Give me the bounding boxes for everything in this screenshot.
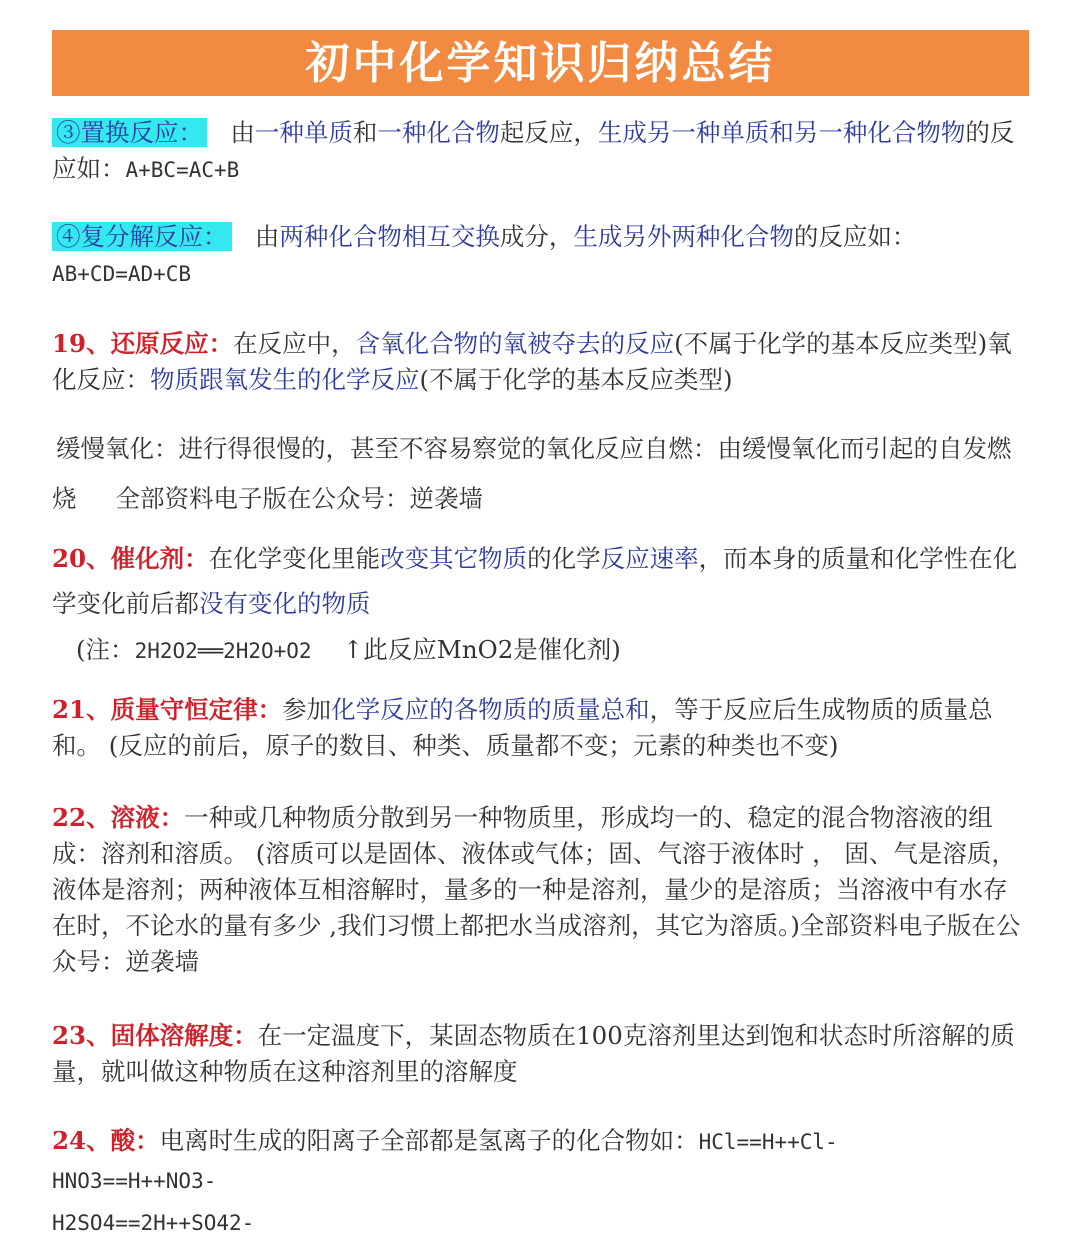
formula: A+BC=AC+B — [125, 158, 240, 182]
formula: HCl==H++Cl- — [698, 1130, 838, 1154]
formula: AB+CD=AD+CB — [52, 262, 192, 286]
section-displacement-reaction: ③置换反应： 由一种单质和一种化合物起反应，生成另一种单质和另一种化合物物的反应如：A+BC=AC+B — [52, 118, 1015, 183]
catalyst-note: (注：2H2O2══2H2O+O2 ↑此反应MnO2是催化剂) — [76, 635, 621, 664]
equation: 2H2O2══2H2O+O2 — [134, 639, 312, 663]
section-label: 20、催化剂： — [52, 544, 209, 573]
section-solution: 22、溶液：一种或几种物质分散到另一种物质里，形成均一的、稳定的混合物溶液的组成：溶剂和溶质。 (溶质可以是固体、液体或气体；固、气溶于液体时 ， 固、气是溶质，液体是溶剂；两种液体互相溶解时，量多的一种是溶剂，量少的是溶质；当溶液中有水存在时，不论水的量有多少 ,我们习惯上都把水当成溶剂，其它为溶质。)全部资料电子版在公众号：逆袭墙 — [52, 803, 1021, 976]
highlight-label: ③置换反应： — [52, 118, 207, 147]
formula: HNO3==H++NO3- — [52, 1169, 217, 1193]
section-acid: 24、酸：电离时生成的阳离子全部都是氢离子的化合物如：HCl==H++Cl- HNO3==H++NO3- — [52, 1126, 838, 1193]
title-banner — [52, 30, 1029, 96]
section-label: 22、溶液： — [52, 803, 185, 832]
slow-oxidation-note: 缓慢氧化：进行得很慢的，甚至不容易察觉的氧化反应自燃：由缓慢氧化而引起的自发燃烧 全部资料电子版在公众号：逆袭墙 — [52, 434, 1012, 513]
section-label: 21、质量守恒定律： — [52, 695, 283, 724]
section-reduction-reaction: 19、还原反应：在反应中，含氧化合物的氧被夺去的反应(不属于化学的基本反应类型)氧化反应：物质跟氧发生的化学反应(不属于化学的基本反应类型) — [52, 329, 1012, 394]
section-label: 19、还原反应： — [52, 329, 234, 358]
page-title: 初中化学知识归纳总结 — [305, 38, 776, 89]
section-solubility: 23、固体溶解度：在一定温度下，某固态物质在100克溶剂里达到饱和状态时所溶解的质量，就叫做这种物质在这种溶剂里的溶解度 — [52, 1021, 1015, 1086]
highlight-label: ④复分解反应： — [52, 222, 232, 251]
section-conservation-of-mass: 21、质量守恒定律：参加化学反应的各物质的质量总和，等于反应后生成物质的质量总和。 (反应的前后，原子的数目、种类、质量都不变；元素的种类也不变) — [52, 695, 993, 760]
section-label: 23、固体溶解度： — [52, 1021, 258, 1050]
section-catalyst: 20、催化剂：在化学变化里能改变其它物质的化学反应速率，而本身的质量和化学性在化学变化前后都没有变化的物质 — [52, 544, 1018, 618]
formula: H2SO4==2H++SO42- — [52, 1211, 255, 1235]
promo-text: 全部资料电子版在公众号：逆袭墙 — [115, 484, 483, 513]
section-label: 24、酸： — [52, 1126, 160, 1155]
acid-formula-line — [52, 1204, 1027, 1241]
section-double-decomposition: ④复分解反应： 由两种化合物相互交换成分，生成另外两种化合物的反应如： AB+CD=AD+CB — [52, 222, 917, 286]
